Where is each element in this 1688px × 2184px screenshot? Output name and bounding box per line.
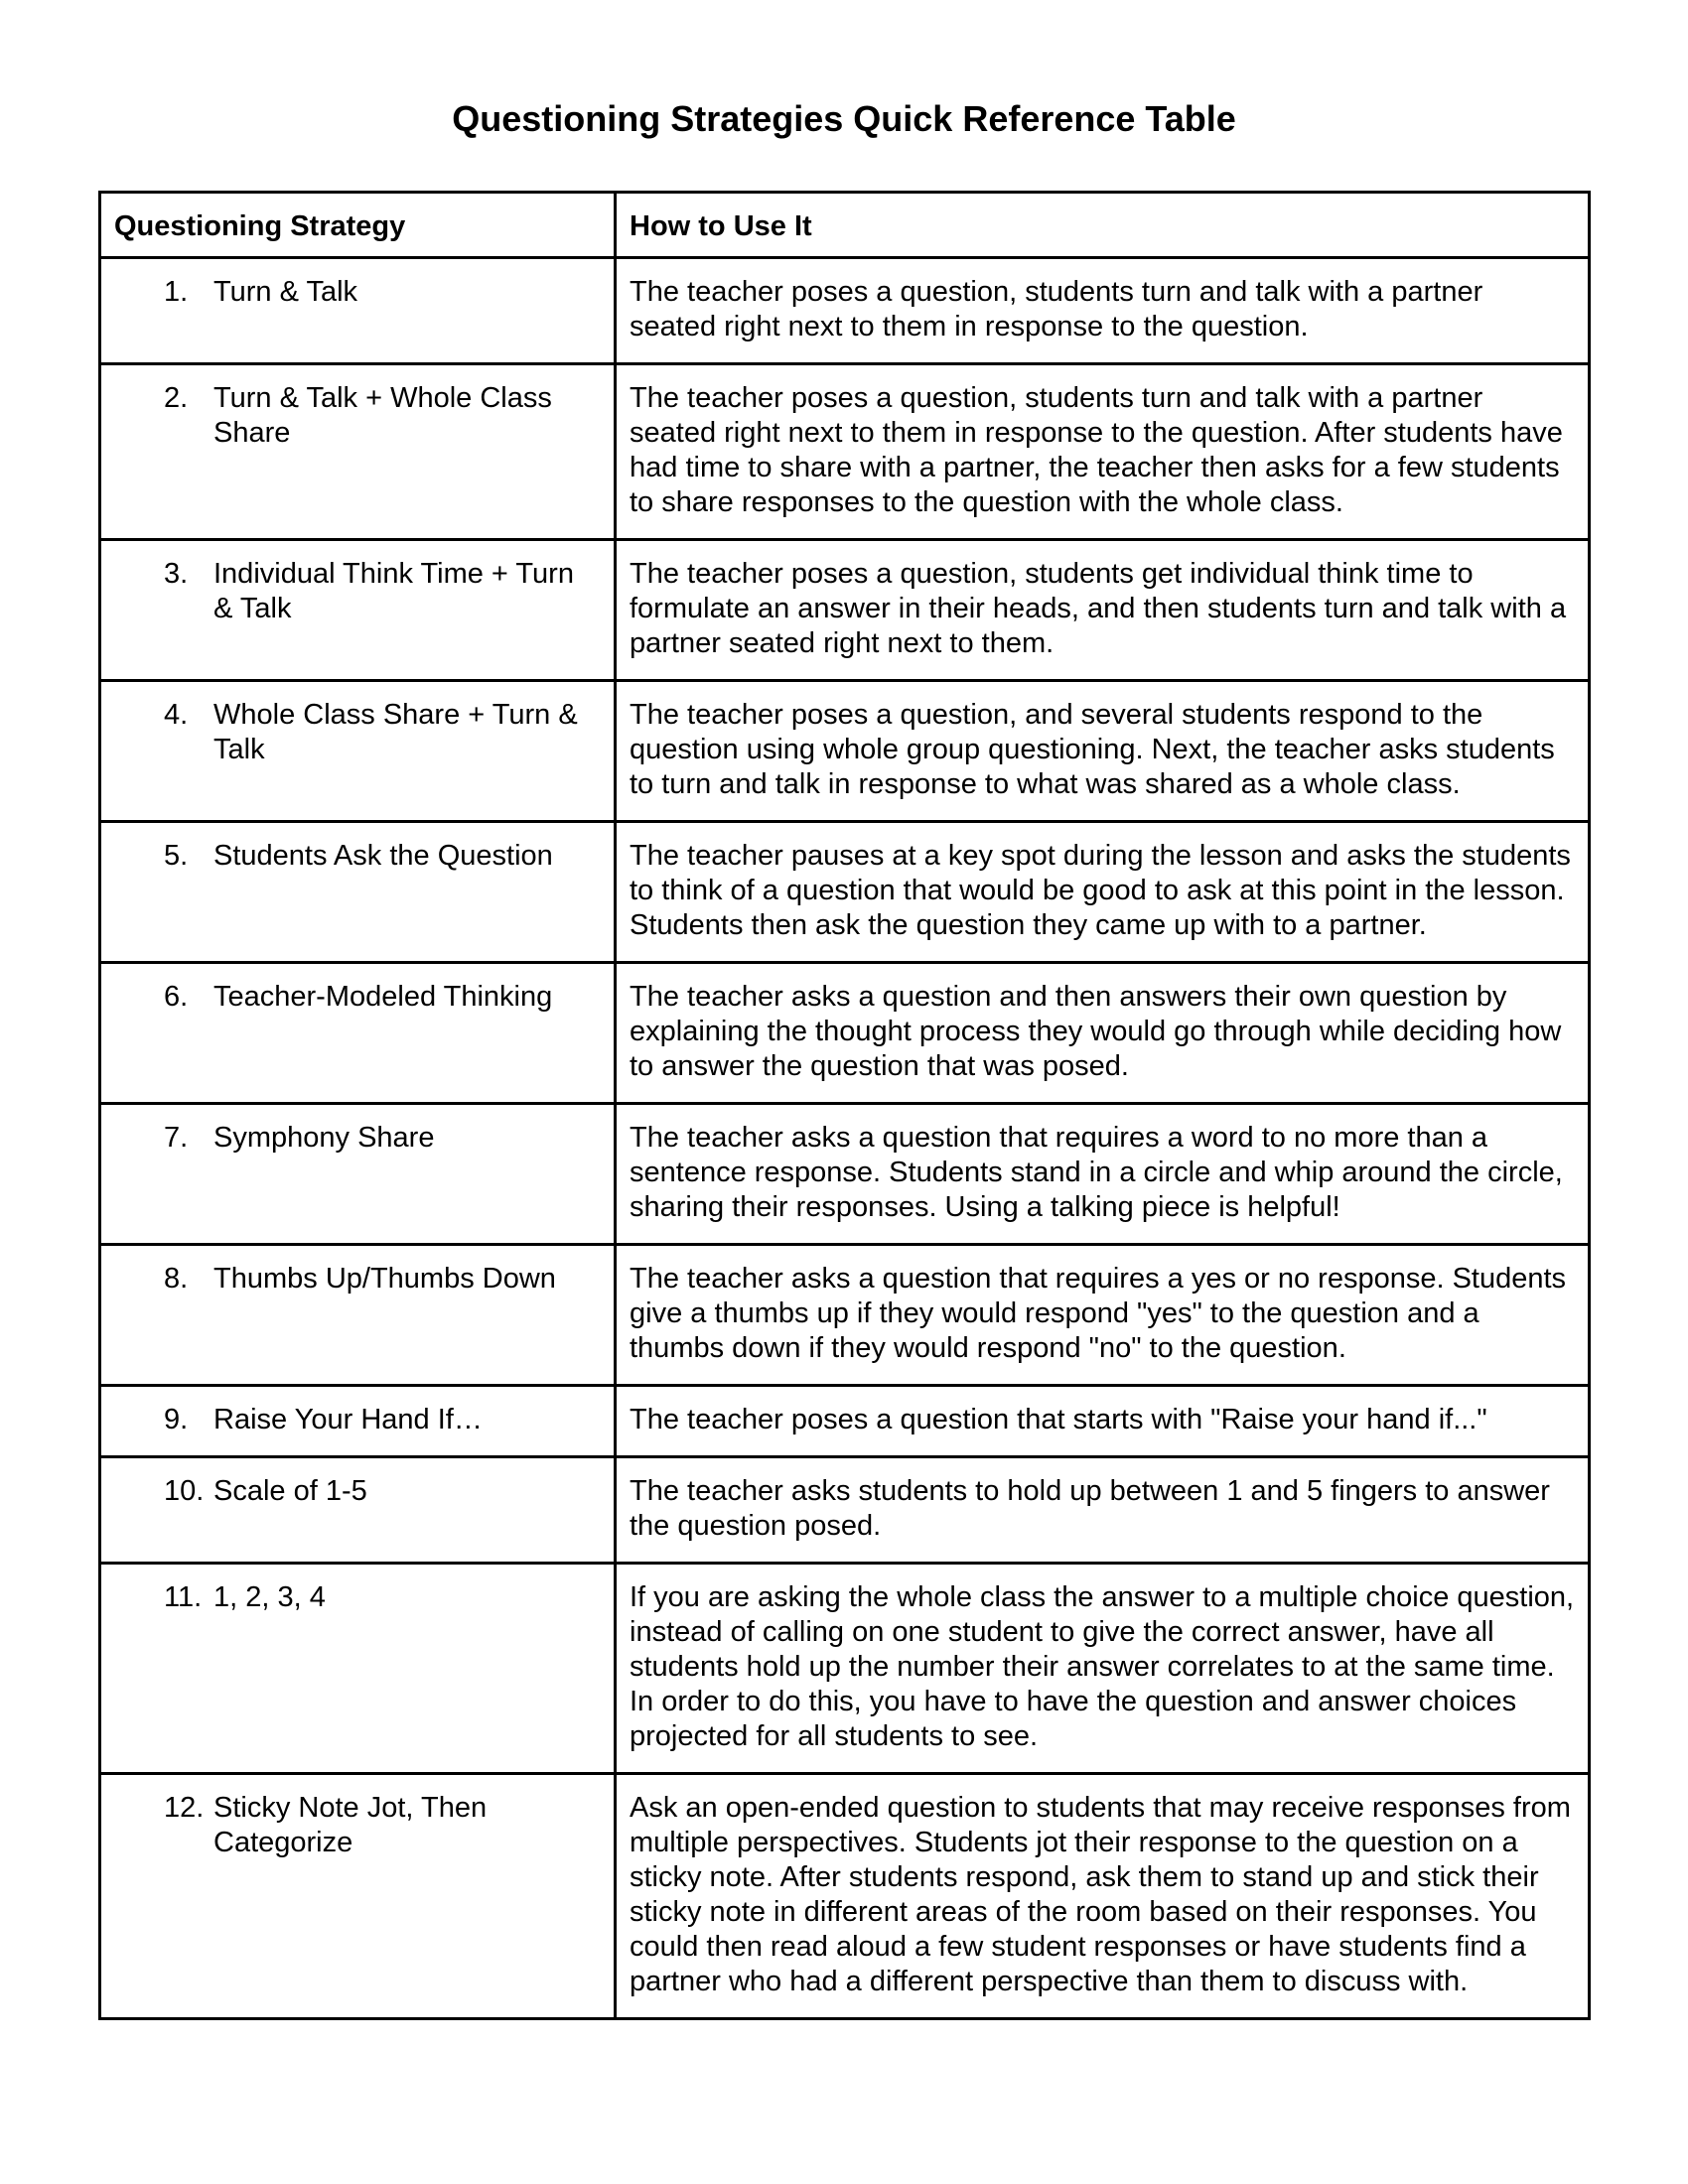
strategy-cell xyxy=(100,364,616,540)
strategy-cell xyxy=(100,1564,616,1774)
table-row xyxy=(100,1774,1590,2019)
strategy-number: 7. xyxy=(164,1122,189,1154)
strategy-number: 10. xyxy=(164,1475,205,1507)
strategy-cell xyxy=(100,1386,616,1457)
strategy-cell xyxy=(100,540,616,681)
strategy-cell xyxy=(100,258,616,364)
table-row xyxy=(100,1457,1590,1564)
how-to-use-cell: The teacher asks students to hold up between 1 and 5 fingers to answer the question posed. xyxy=(616,1457,1590,1564)
table-row xyxy=(100,258,1590,364)
strategy-number: 3. xyxy=(164,558,189,590)
strategy-cell xyxy=(100,1104,616,1245)
table-row xyxy=(100,1564,1590,1774)
table-row xyxy=(100,364,1590,540)
strategy-name: Students Ask the Question xyxy=(213,840,553,872)
how-to-use-cell: The teacher poses a question that starts with "Raise your hand if..." xyxy=(616,1386,1590,1457)
strategy-name: Thumbs Up/Thumbs Down xyxy=(213,1263,556,1295)
strategy-number: 8. xyxy=(164,1263,189,1295)
strategy-number: 12. xyxy=(164,1792,205,1824)
how-to-use-cell: If you are asking the whole class the answer to a multiple choice question, instead of calling on one student to give the correct answer, have all students hold up the number their answer correlates to at the same time. In order to do this, you have to have the question and answer choices projected for all students to see. xyxy=(616,1564,1590,1774)
strategy-name: Whole Class Share + Turn & Talk xyxy=(213,699,578,765)
column-header-how: How to Use It xyxy=(616,193,1590,258)
strategy-list-item xyxy=(114,1403,601,1437)
strategy-list-item xyxy=(114,557,601,626)
strategy-list-item xyxy=(114,1121,601,1156)
table-row xyxy=(100,1245,1590,1386)
strategy-number: 2. xyxy=(164,382,189,414)
strategy-cell xyxy=(100,963,616,1104)
how-to-use-cell: The teacher poses a question, students get individual think time to formulate an answer in their heads, and then students turn and talk with a partner seated right next to them. xyxy=(616,540,1590,681)
table-row xyxy=(100,681,1590,822)
column-header-strategy: Questioning Strategy xyxy=(100,193,616,258)
how-to-use-cell: The teacher poses a question, and several students respond to the question using whole group questioning. Next, the teacher asks students to turn and talk in response to what was shared as a whole class. xyxy=(616,681,1590,822)
strategy-number: 1. xyxy=(164,276,189,308)
strategy-name: Symphony Share xyxy=(213,1122,435,1154)
how-to-use-cell: Ask an open-ended question to students that may receive responses from multiple perspectives. Students jot their response to the question on a sticky note. After students respond, ask them to stand up and stick their sticky note in different areas of the room based on their responses. You could then read aloud a few student responses or have students find a partner who had a different perspective than them to discuss with. xyxy=(616,1774,1590,2019)
strategy-list-item xyxy=(114,275,601,310)
table-header-row xyxy=(100,193,1590,258)
strategy-name: Teacher-Modeled Thinking xyxy=(213,981,553,1013)
strategy-cell xyxy=(100,1457,616,1564)
how-to-use-cell: The teacher asks a question that requires a yes or no response. Students give a thumbs up if they would respond "yes" to the question and a thumbs down if they would respond "no" to the question. xyxy=(616,1245,1590,1386)
strategy-number: 11. xyxy=(164,1581,203,1613)
strategy-name: Individual Think Time + Turn & Talk xyxy=(213,558,574,624)
strategy-list-item xyxy=(114,1791,601,1860)
strategy-cell xyxy=(100,1245,616,1386)
strategy-list-item xyxy=(114,381,601,451)
strategy-name: Turn & Talk + Whole Class Share xyxy=(213,382,552,449)
strategy-name: Sticky Note Jot, Then Categorize xyxy=(213,1792,488,1858)
strategy-cell xyxy=(100,681,616,822)
strategy-cell xyxy=(100,1774,616,2019)
strategy-number: 6. xyxy=(164,981,189,1013)
strategies-table xyxy=(98,191,1591,2020)
how-to-use-cell: The teacher asks a question that requires a word to no more than a sentence response. Students stand in a circle and whip around the circle, sharing their responses. Using a talking piece is helpful! xyxy=(616,1104,1590,1245)
strategy-list-item xyxy=(114,980,601,1015)
page-title: Questioning Strategies Quick Reference Table xyxy=(452,98,1236,139)
strategy-name: Turn & Talk xyxy=(213,276,358,308)
strategy-name: Raise Your Hand If… xyxy=(213,1404,483,1435)
how-to-use-cell: The teacher asks a question and then answers their own question by explaining the thought process they would go through while deciding how to answer the question that was posed. xyxy=(616,963,1590,1104)
strategy-name: Scale of 1-5 xyxy=(213,1475,367,1507)
strategy-name: 1, 2, 3, 4 xyxy=(213,1581,326,1613)
strategy-number: 9. xyxy=(164,1404,189,1435)
strategy-list-item xyxy=(114,839,601,874)
how-to-use-cell: The teacher poses a question, students turn and talk with a partner seated right next to them in response to the question. xyxy=(616,258,1590,364)
strategy-number: 4. xyxy=(164,699,189,731)
table-row xyxy=(100,1104,1590,1245)
strategy-list-item xyxy=(114,1262,601,1297)
how-to-use-cell: The teacher pauses at a key spot during the lesson and asks the students to think of a question that would be good to ask at this point in the lesson. Students then ask the question they came up with to a partner. xyxy=(616,822,1590,963)
table-row xyxy=(100,1386,1590,1457)
table-row xyxy=(100,822,1590,963)
how-to-use-cell: The teacher poses a question, students turn and talk with a partner seated right next to them in response to the question. After students have had time to share with a partner, the teacher then asks for a few students to share responses to the question with the whole class. xyxy=(616,364,1590,540)
strategy-list-item xyxy=(114,698,601,767)
table-row xyxy=(100,540,1590,681)
table-row xyxy=(100,963,1590,1104)
strategy-number: 5. xyxy=(164,840,189,872)
strategy-list-item xyxy=(114,1474,601,1509)
strategy-cell xyxy=(100,822,616,963)
strategy-list-item xyxy=(114,1580,601,1615)
